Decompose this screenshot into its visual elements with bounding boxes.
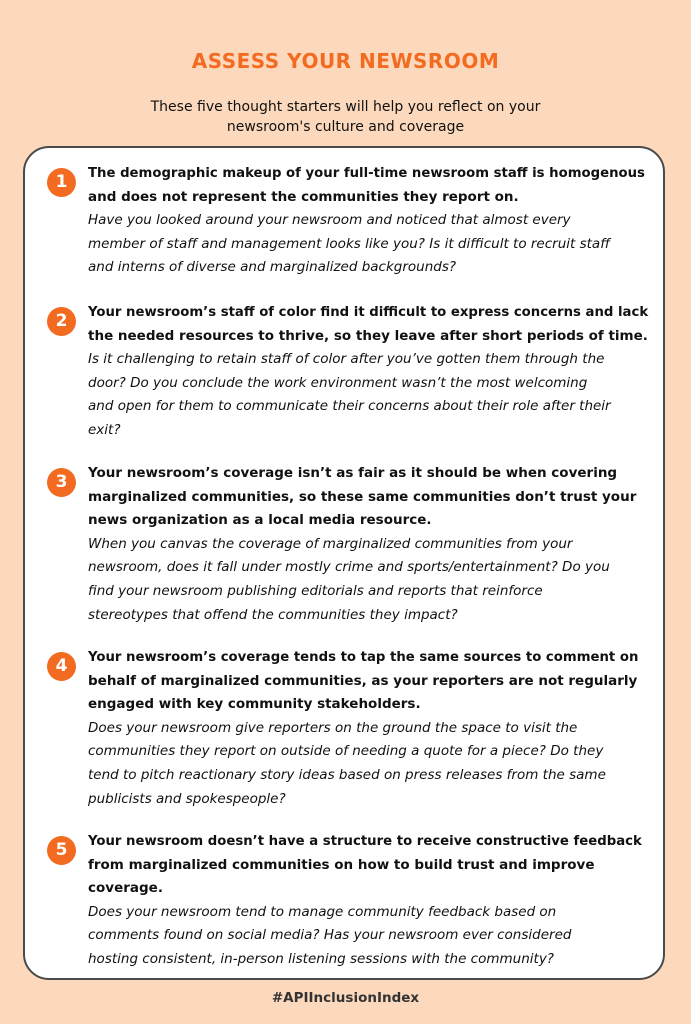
- question-line: Your newsroom doesn’t have a structure to receive constructive feedback: [88, 834, 642, 849]
- page-title: ASSESS YOUR NEWSROOM: [191, 49, 500, 73]
- detail-line: When you canvas the coverage of marginalized communities from your: [88, 535, 573, 552]
- item-question: [88, 462, 648, 533]
- detail-line: member of staff and management looks like you? Is it difficult to recruit staff: [88, 235, 610, 252]
- number-badge: 3: [47, 468, 76, 497]
- item-detail: [88, 901, 648, 972]
- detail-line: communities they report on outside of needing a quote for a piece? Do they: [88, 743, 604, 760]
- subtitle: [0, 97, 691, 137]
- question-line: news organization as a local media resource.: [88, 512, 432, 529]
- question-line: coverage.: [88, 880, 163, 897]
- item-text: [88, 646, 648, 811]
- item-question: [88, 162, 648, 209]
- question-line: marginalized communities, so these same communities don’t trust your: [88, 488, 637, 505]
- item-detail: [88, 533, 648, 627]
- question-line: and does not represent the communities they report on.: [88, 188, 519, 205]
- question-line: Your newsroom’s staff of color find it difficult to express concerns and lack: [88, 305, 649, 320]
- item-question: [88, 301, 648, 348]
- detail-line: and interns of diverse and marginalized backgrounds?: [88, 259, 457, 276]
- item-text: [88, 462, 648, 627]
- subtitle-line: newsroom's culture and coverage: [226, 119, 465, 135]
- item-question: [88, 830, 648, 901]
- detail-line: stereotypes that offend the communities they impact?: [88, 606, 458, 623]
- detail-line: Have you looked around your newsroom and noticed that almost every: [88, 212, 571, 229]
- question-line: The demographic makeup of your full-time newsroom staff is homogenous: [88, 166, 645, 181]
- detail-line: newsroom, does it fall under mostly crime and sports/entertainment? Do you: [88, 559, 610, 576]
- item-detail: [88, 717, 648, 811]
- question-line: Your newsroom’s coverage isn’t as fair as it should be when covering: [88, 465, 618, 481]
- detail-line: door? Do you conclude the work environment wasn’t the most welcoming: [88, 374, 588, 391]
- question-line: engaged with key community stakeholders.: [88, 696, 421, 713]
- number-badge: 1: [47, 168, 76, 197]
- question-line: from marginalized communities on how to build trust and improve: [88, 856, 595, 873]
- detail-line: comments found on social media? Has your newsroom ever considered: [88, 927, 572, 944]
- question-line: behalf of marginalized communities, as your reporters are not regularly: [88, 672, 638, 689]
- question-line: the needed resources to thrive, so they leave after short periods of time.: [88, 327, 648, 344]
- detail-line: Is it challenging to retain staff of color after you’ve gotten them through the: [88, 351, 605, 368]
- item-question: [88, 646, 648, 717]
- item-detail: [88, 209, 648, 280]
- item-detail: [88, 348, 648, 442]
- detail-line: and open for them to communicate their concerns about their role after their: [88, 398, 611, 415]
- subtitle-line: These five thought starters will help you reflect on your: [150, 99, 541, 115]
- question-line: Your newsroom’s coverage tends to tap the same sources to comment on: [88, 650, 639, 665]
- item-text: [88, 830, 648, 972]
- detail-line: find your newsroom publishing editorials and reports that reinforce: [88, 582, 543, 599]
- item-text: [88, 162, 648, 280]
- detail-line: hosting consistent, in-person listening sessions with the community?: [88, 950, 554, 967]
- number-badge: 4: [47, 652, 76, 681]
- detail-line: tend to pitch reactionary story ideas based on press releases from the same: [88, 766, 606, 783]
- number-badge: 5: [47, 836, 76, 865]
- detail-line: Does your newsroom give reporters on the ground the space to visit the: [88, 719, 578, 736]
- item-text: [88, 301, 648, 443]
- detail-line: publicists and spokespeople?: [88, 790, 286, 807]
- number-badge: 2: [47, 307, 76, 336]
- detail-line: exit?: [88, 421, 121, 438]
- hashtag-footer: #APIInclusionIndex: [271, 990, 420, 1006]
- detail-line: Does your newsroom tend to manage community feedback based on: [88, 903, 557, 920]
- questions-card: [23, 146, 665, 980]
